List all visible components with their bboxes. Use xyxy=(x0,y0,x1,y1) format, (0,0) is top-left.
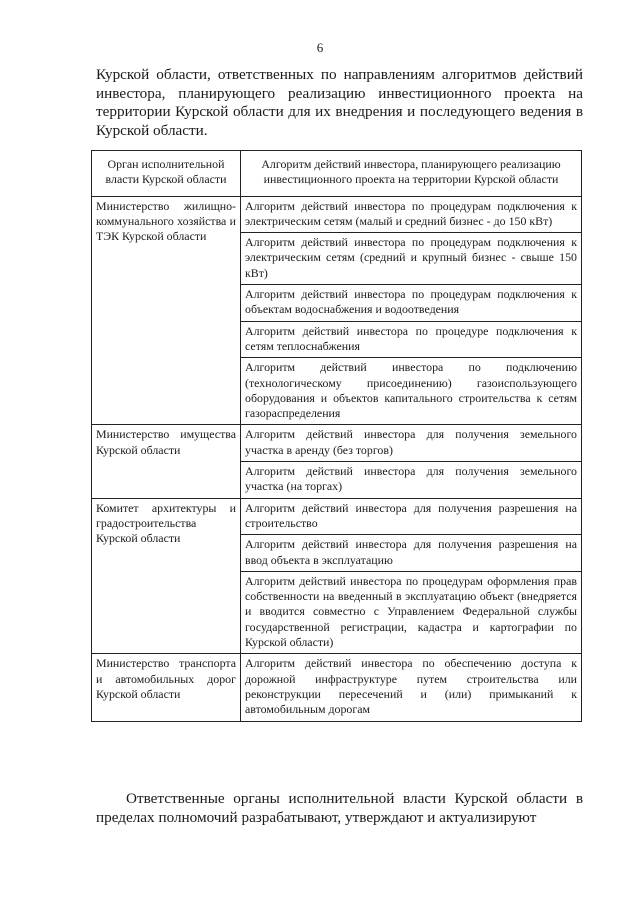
algorithm-cell: Алгоритм действий инвестора для получения разрешения на ввод объекта в эксплуатацию xyxy=(241,535,582,572)
algorithm-cell: Алгоритм действий инвестора по процедурам подключения к объектам водоснабжения и водоотведения xyxy=(241,285,582,322)
table-row xyxy=(92,654,582,721)
algorithm-cell: Алгоритм действий инвестора по процедурам подключения к электрическим сетям (средний и крупный бизнес - свыше 150 кВт) xyxy=(241,233,582,285)
outro-paragraph: Ответственные органы исполнительной власти Курской области в пределах полномочий разрабатывают, утверждают и актуализируют xyxy=(96,790,583,826)
organ-cell: Министерство жилищно-коммунального хозяйства и ТЭК Курской области xyxy=(92,196,241,425)
table-row xyxy=(92,425,582,462)
algorithm-cell: Алгоритм действий инвестора по процедурам подключения к электрическим сетям (малый и средний бизнес - до 150 кВт) xyxy=(241,196,582,233)
algorithm-cell: Алгоритм действий инвестора по обеспечению доступа к дорожной инфраструктуре путем строительства или реконструкции пересечений и (или) примыканий к автомобильным дорогам xyxy=(241,654,582,721)
algorithms-table xyxy=(91,150,582,722)
header-algorithm: Алгоритм действий инвестора, планирующего реализацию инвестиционного проекта на территории Курской области xyxy=(241,151,582,197)
organ-cell: Министерство имущества Курской области xyxy=(92,425,241,498)
algorithm-cell: Алгоритм действий инвестора по процедуре подключения к сетям теплоснабжения xyxy=(241,321,582,358)
organ-cell: Комитет архитектуры и градостроительства Курской области xyxy=(92,498,241,654)
table-header-row xyxy=(92,151,582,197)
algorithm-cell: Алгоритм действий инвестора для получения разрешения на строительство xyxy=(241,498,582,535)
organ-cell: Министерство транспорта и автомобильных дорог Курской области xyxy=(92,654,241,721)
algorithm-cell: Алгоритм действий инвестора по процедурам оформления прав собственности на введенный в эксплуатацию объект (внедряется и вводится совместно с Управлением Федеральной службы государственной регистрации, кадастра и картографии по Курской области) xyxy=(241,571,582,653)
table-row xyxy=(92,196,582,233)
algorithm-cell: Алгоритм действий инвестора для получения земельного участка (на торгах) xyxy=(241,462,582,499)
page-number: 6 xyxy=(316,40,324,55)
table-row xyxy=(92,498,582,535)
intro-paragraph: Курской области, ответственных по направлениям алгоритмов действий инвестора, планирующего реализацию инвестиционного проекта на территории Курской области для их внедрения и последующего ведения в Курской области. xyxy=(96,66,583,139)
algorithm-cell: Алгоритм действий инвестора для получения земельного участка в аренду (без торгов) xyxy=(241,425,582,462)
algorithm-cell: Алгоритм действий инвестора по подключению (технологическому присоединению) газоиспользующего оборудования и объектов капитального строительства к сетям газораспределения xyxy=(241,358,582,425)
header-organ: Орган исполнительной власти Курской области xyxy=(92,151,241,197)
